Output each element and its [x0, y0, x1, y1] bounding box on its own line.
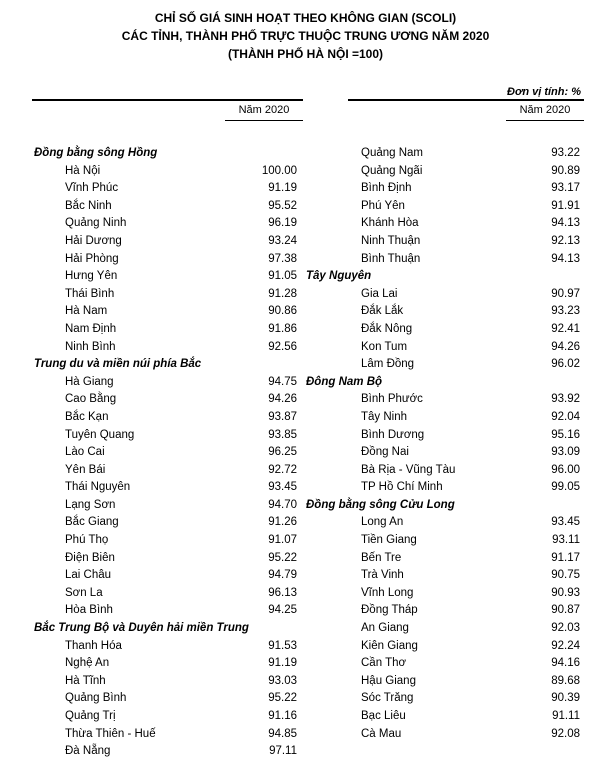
table-row: [348, 726, 584, 744]
table-row: [348, 585, 584, 603]
province-name: Thừa Thiên - Huế: [65, 727, 156, 740]
scoli-value: 90.86: [268, 305, 297, 318]
table-row: [32, 163, 303, 181]
scoli-value: 93.87: [268, 410, 297, 423]
scoli-value: 92.41: [551, 322, 580, 335]
year-column-header: Năm 2020: [519, 104, 571, 116]
province-name: Bạc Liêu: [361, 710, 406, 722]
table-row: [348, 620, 584, 638]
page-subtitle-base: (THÀNH PHỐ HÀ NỘI =100): [227, 47, 384, 61]
header-spacer: [348, 121, 584, 145]
region-heading: [306, 374, 584, 392]
province-name: Ninh Bình: [65, 340, 116, 353]
table-row: [348, 198, 584, 216]
province-name: Đắk Nông: [361, 322, 413, 335]
scoli-value: 94.26: [268, 393, 297, 406]
province-name: Quảng Nam: [361, 147, 424, 159]
province-name: Hậu Giang: [361, 674, 416, 687]
table-row: [32, 286, 303, 304]
table-row: [32, 655, 303, 673]
scoli-value: 93.85: [268, 428, 297, 441]
province-name: Sơn La: [65, 586, 103, 599]
province-name: Bình Thuận: [361, 252, 421, 265]
province-name: Thanh Hóa: [65, 639, 122, 652]
scoli-value: 92.56: [268, 340, 297, 353]
right-rows: [306, 145, 584, 743]
table-row: [32, 198, 303, 216]
province-name: Cao Bằng: [65, 393, 117, 406]
table-row: [32, 303, 303, 321]
province-name: Lai Châu: [65, 569, 112, 582]
scoli-value: 91.19: [268, 182, 297, 195]
table-row: [32, 673, 303, 691]
scoli-value: 95.22: [268, 551, 297, 564]
page-title: CHỈ SỐ GIÁ SINH HOẠT THEO KHÔNG GIAN (SCOLI): [154, 11, 457, 25]
header-rule: [225, 120, 303, 121]
scoli-value: 96.19: [268, 217, 297, 230]
region-label: Đồng bằng sông Cửu Long: [306, 498, 455, 511]
province-name: Quảng Ninh: [65, 217, 127, 230]
scoli-value: 94.70: [268, 498, 297, 511]
province-name: Đồng Tháp: [361, 604, 418, 617]
province-name: Lào Cai: [65, 446, 105, 459]
scoli-value: 91.53: [268, 639, 297, 652]
scoli-value: 91.86: [268, 322, 297, 335]
header-rule: [506, 120, 584, 121]
region-heading: [32, 145, 303, 163]
table-row: [348, 638, 584, 656]
table-row: [348, 303, 584, 321]
table-row: [348, 409, 584, 427]
scoli-value: 92.08: [551, 727, 580, 740]
scoli-value: 90.87: [551, 604, 580, 617]
scoli-value: 96.25: [268, 446, 297, 459]
scoli-value: 93.22: [551, 147, 580, 159]
province-name: Kon Tum: [361, 340, 408, 353]
province-name: Bắc Giang: [65, 516, 119, 529]
scoli-value: 92.03: [551, 622, 580, 635]
province-name: Bà Rịa - Vũng Tàu: [361, 463, 456, 476]
table-row: [348, 479, 584, 497]
scoli-value: 93.92: [551, 393, 580, 406]
table-row: [348, 180, 584, 198]
table-row: [32, 743, 303, 761]
province-name: Điện Biên: [65, 551, 115, 564]
province-name: Hưng Yên: [65, 270, 118, 283]
table-row: [348, 550, 584, 568]
province-name: Long An: [361, 516, 404, 529]
scoli-value: 97.38: [268, 252, 297, 265]
table-row: [32, 602, 303, 620]
table-header: [32, 101, 303, 121]
province-name: Vĩnh Long: [361, 586, 414, 599]
scoli-value: 96.00: [551, 463, 580, 476]
table-row: [32, 479, 303, 497]
scoli-value: 94.85: [268, 727, 297, 740]
table-row: [32, 532, 303, 550]
scoli-value: 94.13: [551, 252, 580, 265]
scoli-value: 94.13: [551, 217, 580, 230]
table-header: [348, 101, 584, 121]
scoli-value: 93.45: [551, 516, 580, 529]
table-row: [32, 251, 303, 269]
left-table: [32, 99, 303, 761]
scoli-value: 91.05: [268, 270, 297, 283]
province-name: Khánh Hòa: [361, 217, 419, 230]
table-row: [348, 163, 584, 181]
header-spacer: [32, 121, 303, 145]
province-name: Bình Phước: [361, 393, 423, 406]
scoli-value: 90.93: [551, 586, 580, 599]
scoli-value: 94.25: [268, 604, 297, 617]
province-name: Trà Vinh: [361, 569, 404, 582]
scoli-value: 93.24: [268, 234, 297, 247]
province-name: Hà Tĩnh: [65, 674, 106, 687]
table-row: [348, 339, 584, 357]
province-name: Nam Định: [65, 322, 117, 335]
region-label: Tây Nguyên: [306, 270, 372, 283]
province-name: Hòa Bình: [65, 604, 113, 617]
province-name: Hà Nam: [65, 305, 108, 318]
table-row: [32, 180, 303, 198]
region-heading: [32, 356, 303, 374]
scoli-value: 91.16: [268, 710, 297, 722]
scoli-value: 99.05: [551, 481, 580, 494]
scoli-value: 100.00: [261, 164, 297, 177]
province-name: Bình Định: [361, 182, 412, 195]
scoli-value: 95.52: [268, 199, 297, 212]
table-row: [32, 233, 303, 251]
unit-label: Đơn vị tính: %: [507, 86, 581, 98]
table-row: [348, 602, 584, 620]
region-heading: [32, 620, 303, 638]
region-label: Đồng bằng sông Hồng: [34, 147, 158, 159]
scoli-value: 89.68: [551, 674, 580, 687]
scoli-value: 92.04: [551, 410, 580, 423]
table-row: [32, 444, 303, 462]
scoli-value: 91.26: [268, 516, 297, 529]
scoli-value: 94.16: [551, 657, 580, 670]
scoli-value: 94.26: [551, 340, 580, 353]
province-name: Lạng Sơn: [65, 498, 116, 511]
table-row: [32, 690, 303, 708]
table-row: [32, 462, 303, 480]
scoli-value: 95.16: [551, 428, 580, 441]
year-column-header: Năm 2020: [238, 104, 290, 116]
region-label: Đông Nam Bộ: [306, 375, 383, 388]
province-name: Hải Dương: [65, 234, 122, 247]
province-name: Quảng Ngãi: [361, 164, 423, 177]
province-name: Sóc Trăng: [361, 692, 414, 705]
table-row: [348, 567, 584, 585]
province-name: Hải Phòng: [65, 252, 119, 265]
table-row: [32, 321, 303, 339]
province-name: Tiền Giang: [361, 534, 417, 547]
province-name: Hà Nội: [65, 164, 101, 177]
table-row: [348, 532, 584, 550]
table-row: [32, 708, 303, 726]
scoli-value: 94.75: [268, 375, 297, 388]
table-row: [32, 585, 303, 603]
scoli-value: 93.03: [268, 674, 297, 687]
table-row: [32, 427, 303, 445]
scoli-value: 93.45: [268, 481, 297, 494]
region-heading: [306, 268, 584, 286]
scoli-value: 90.97: [551, 287, 580, 300]
province-name: Lâm Đồng: [361, 358, 415, 371]
table-row: [348, 391, 584, 409]
table-row: [348, 655, 584, 673]
province-name: Đà Nẵng: [65, 745, 111, 758]
scoli-value: 93.23: [551, 305, 580, 318]
scoli-value: 92.72: [268, 463, 297, 476]
table-row: [32, 550, 303, 568]
province-name: Kiên Giang: [361, 639, 418, 652]
province-name: Tây Ninh: [361, 410, 408, 423]
table-row: [348, 215, 584, 233]
province-name: An Giang: [361, 622, 409, 635]
province-name: Phú Yên: [361, 199, 405, 212]
region-heading: [306, 497, 584, 515]
province-name: Thái Bình: [65, 287, 115, 300]
province-name: Phú Thọ: [65, 534, 109, 547]
scoli-value: 95.22: [268, 692, 297, 705]
scoli-value: 91.91: [551, 199, 580, 212]
province-name: Quảng Trị: [65, 710, 116, 722]
table-row: [348, 690, 584, 708]
table-row: [32, 339, 303, 357]
scoli-value: 90.39: [551, 692, 580, 705]
scoli-value: 91.11: [552, 710, 580, 722]
province-name: Tuyên Quang: [65, 428, 135, 441]
right-table: [306, 99, 584, 743]
scoli-value: 93.09: [551, 446, 580, 459]
province-name: TP Hồ Chí Minh: [361, 481, 443, 494]
table-row: [348, 145, 584, 163]
table-row: [348, 708, 584, 726]
province-name: Nghệ An: [65, 657, 110, 670]
scoli-value: 91.17: [551, 551, 580, 564]
table-row: [348, 356, 584, 374]
province-name: Ninh Thuận: [361, 234, 421, 247]
table-row: [32, 514, 303, 532]
table-row: [32, 638, 303, 656]
scoli-value: 97.11: [269, 745, 297, 758]
province-name: Quảng Bình: [65, 692, 127, 705]
table-row: [32, 567, 303, 585]
scoli-value: 96.13: [268, 586, 297, 599]
province-name: Bình Dương: [361, 428, 425, 441]
table-row: [32, 215, 303, 233]
province-name: Vĩnh Phúc: [65, 182, 119, 195]
region-label: Bắc Trung Bộ và Duyên hải miền Trung: [34, 622, 249, 635]
table-row: [348, 321, 584, 339]
table-row: [348, 462, 584, 480]
province-name: Bắc Kạn: [65, 410, 109, 423]
scoli-value: 91.19: [268, 657, 297, 670]
province-name: Yên Bái: [65, 463, 106, 476]
table-row: [348, 514, 584, 532]
province-name: Hà Giang: [65, 375, 114, 388]
table-row: [348, 251, 584, 269]
table-row: [32, 374, 303, 392]
province-name: Thái Nguyên: [65, 481, 131, 494]
scoli-value: 93.17: [551, 182, 580, 195]
table-row: [32, 497, 303, 515]
province-name: Gia Lai: [361, 287, 398, 300]
scoli-value: 93.11: [552, 534, 580, 547]
table-row: [348, 427, 584, 445]
scoli-value: 92.24: [551, 639, 580, 652]
left-rows: [32, 145, 303, 761]
scoli-value: 96.02: [551, 358, 580, 371]
province-name: Đắk Lắk: [361, 305, 404, 318]
table-row: [32, 726, 303, 744]
table-row: [32, 268, 303, 286]
table-row: [32, 409, 303, 427]
scoli-value: 90.75: [551, 569, 580, 582]
province-name: Bắc Ninh: [65, 199, 112, 212]
region-label: Trung du và miền núi phía Bắc: [34, 358, 202, 371]
province-name: Cần Thơ: [361, 657, 407, 670]
table-row: [348, 286, 584, 304]
scoli-value: 92.13: [551, 234, 580, 247]
scoli-value: 91.28: [268, 287, 297, 300]
province-name: Cà Mau: [361, 727, 402, 740]
province-name: Bến Tre: [361, 551, 402, 564]
table-row: [348, 673, 584, 691]
table-row: [32, 391, 303, 409]
table-row: [348, 233, 584, 251]
scoli-value: 91.07: [268, 534, 297, 547]
province-name: Đồng Nai: [361, 446, 409, 459]
scoli-value: 90.89: [551, 164, 580, 177]
table-row: [348, 444, 584, 462]
scoli-value: 94.79: [268, 569, 297, 582]
page-subtitle: CÁC TỈNH, THÀNH PHỐ TRỰC THUỘC TRUNG ƯƠNG NĂM 2020: [121, 29, 490, 43]
